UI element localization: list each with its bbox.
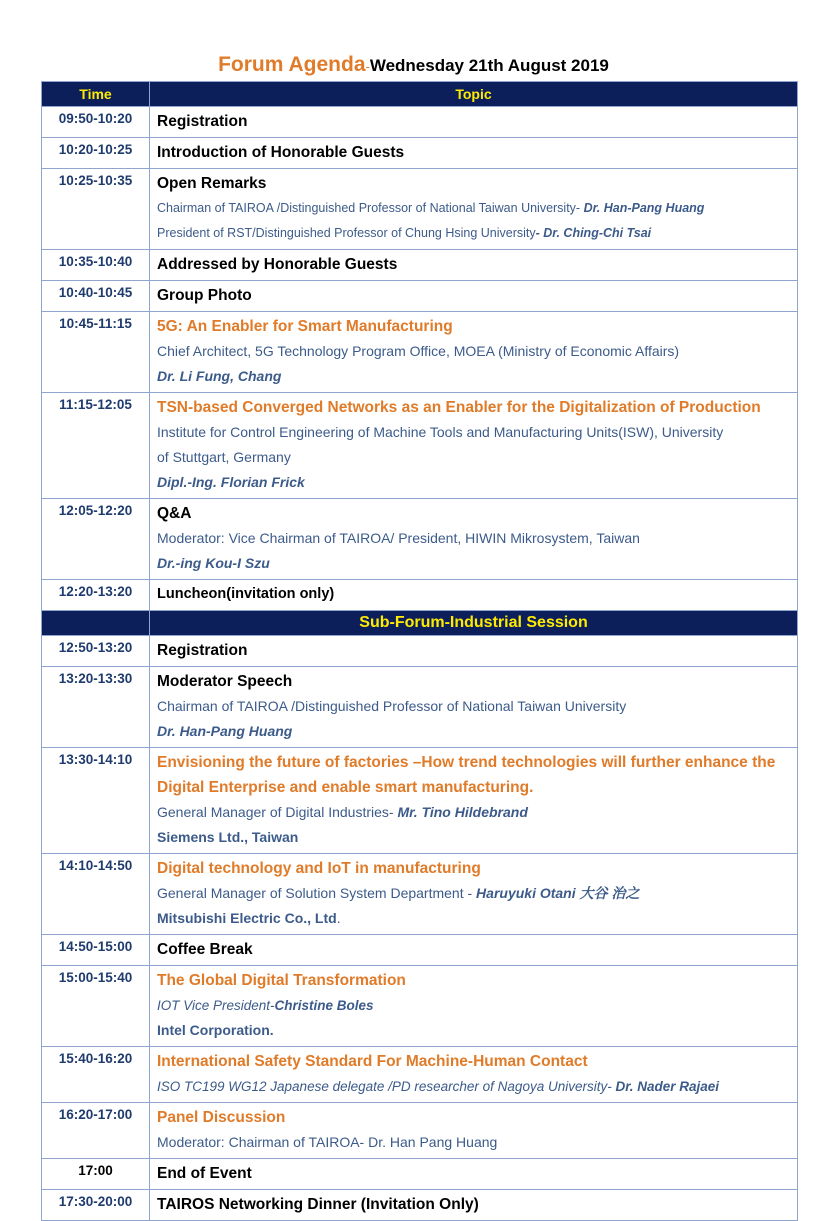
speaker-line [157,993,797,1018]
sub-forum-title: Sub-Forum-Industrial Session [150,611,798,636]
row-time: 12:05-12:20 [42,499,150,580]
speaker-name: Dr. Li Fung, Chang [157,368,282,384]
speaker-role: General Manager of Solution System Department - [157,885,477,901]
session-title: The Global Digital Transformation [157,972,406,989]
row-time: 13:20-13:30 [42,667,150,748]
speaker-name: Dr. Nader Rajaei [615,1079,720,1094]
page-title [0,53,827,77]
table-row [42,854,798,935]
session-title-continued: Digital Enterprise and enable smart manufacturing. [157,779,534,796]
row-time: 17:30-20:00 [42,1190,150,1221]
speaker-line [157,881,797,906]
title-date: Wednesday 21th August 2019 [369,56,609,75]
header-time: Time [42,82,150,107]
row-time: 16:20-17:00 [42,1103,150,1159]
row-topic [150,935,798,966]
speaker-name: Dipl.-Ing. Florian Frick [157,474,305,490]
speaker-role: Moderator: Vice Chairman of TAIROA/ President, HIWIN Mikrosystem, Taiwan [157,530,640,546]
session-title: End of Event [157,1165,252,1182]
session-title: Moderator Speech [157,673,293,690]
company-name: Siemens Ltd., Taiwan [157,829,299,845]
speaker-role: IOT Vice President- [157,998,275,1013]
agenda-table [41,81,798,1221]
row-time: 12:20-13:20 [42,580,150,611]
table-row [42,1047,798,1103]
table-row [42,636,798,667]
speaker-name: Haruyuki Otani [476,885,576,901]
row-topic [150,1103,798,1159]
session-title: TSN-based Converged Networks as an Enabler for the Digitalization of Production [157,399,761,416]
speaker-line [157,800,797,825]
row-time: 15:40-16:20 [42,1047,150,1103]
company-name: Intel Corporation. [157,1022,274,1038]
table-row [42,580,798,611]
speaker-name: Mr. Tino Hildebrand [397,804,528,820]
session-title: Group Photo [157,287,252,304]
session-title: 5G: An Enabler for Smart Manufacturing [157,318,453,335]
row-topic [150,250,798,281]
row-time: 10:40-10:45 [42,281,150,312]
speaker-role: Chief Architect, 5G Technology Program Office, MOEA (Ministry of Economic Affairs) [157,343,680,359]
row-topic [150,580,798,611]
table-row [42,107,798,138]
table-row [42,1159,798,1190]
speaker-name: Christine Boles [274,998,374,1013]
company-line [157,906,797,931]
row-topic [150,1190,798,1221]
session-title: Introduction of Honorable Guests [157,144,405,161]
table-row [42,169,798,250]
table-row [42,393,798,499]
row-time: 10:25-10:35 [42,169,150,250]
session-title: Registration [157,113,248,130]
row-topic [150,107,798,138]
table-row [42,1103,798,1159]
speaker-line [157,221,797,246]
row-topic [150,138,798,169]
table-header [42,82,798,107]
session-title: Registration [157,642,248,659]
title-main: Forum Agenda [218,53,366,76]
sub-forum-blank [42,611,150,636]
row-time: 10:35-10:40 [42,250,150,281]
table-row [42,250,798,281]
session-title: Q&A [157,505,192,522]
row-topic [150,499,798,580]
table-row [42,138,798,169]
row-time: 14:50-15:00 [42,935,150,966]
row-topic [150,636,798,667]
speaker-line [157,1074,797,1099]
row-time: 14:10-14:50 [42,854,150,935]
table-row [42,499,798,580]
company-name: Mitsubishi Electric Co., Ltd [157,910,337,926]
company-dot: . [336,910,341,926]
speaker-role: General Manager of Digital Industries- [157,804,398,820]
row-topic [150,854,798,935]
row-time: 10:45-11:15 [42,312,150,393]
session-title: Luncheon(invitation only) [157,586,335,602]
title-dash: - [365,59,370,74]
table-row [42,748,798,854]
row-time: 15:00-15:40 [42,966,150,1047]
speaker-role: of Stuttgart, Germany [157,449,291,465]
row-topic [150,281,798,312]
row-time: 13:30-14:10 [42,748,150,854]
session-title: International Safety Standard For Machine-Human Contact [157,1053,588,1070]
speaker-role: ISO TC199 WG12 Japanese delegate /PD researcher of Nagoya University- [157,1079,616,1094]
session-title: Open Remarks [157,175,267,192]
table-row [42,966,798,1047]
speaker-role: Chairman of TAIROA /Distinguished Professor of National Taiwan University [157,698,627,714]
row-topic [150,748,798,854]
speaker-role: Institute for Control Engineering of Machine Tools and Manufacturing Units(ISW), University [157,424,724,440]
table-row [42,935,798,966]
speaker-line [157,196,797,221]
speaker-role: President of RST/Distinguished Professor of Chung Hsing University [157,226,536,240]
speaker-name: - Dr. Ching-Chi Tsai [535,226,652,240]
table-row [42,281,798,312]
session-title: Digital technology and IoT in manufacturing [157,860,481,877]
row-time: 10:20-10:25 [42,138,150,169]
row-time: 11:15-12:05 [42,393,150,499]
row-time: 12:50-13:20 [42,636,150,667]
session-title: Panel Discussion [157,1109,286,1126]
session-title: Envisioning the future of factories –How trend technologies will further enhance the [157,754,776,771]
row-topic [150,1047,798,1103]
session-title: TAIROS Networking Dinner (Invitation Only) [157,1196,479,1213]
row-time: 17:00 [42,1159,150,1190]
sub-forum-header [42,611,798,636]
row-topic [150,169,798,250]
speaker-name: Dr.-ing Kou-I Szu [157,555,270,571]
row-topic [150,1159,798,1190]
row-topic [150,312,798,393]
speaker-role: Chairman of TAIROA /Distinguished Professor of National Taiwan University- [157,201,584,215]
speaker-name: Dr. Han-Pang Huang [157,723,293,739]
row-topic [150,966,798,1047]
row-topic [150,667,798,748]
row-time: 09:50-10:20 [42,107,150,138]
row-topic [150,393,798,499]
table-row [42,667,798,748]
moderator-line: Moderator: Chairman of TAIROA- Dr. Han Pang Huang [157,1134,498,1150]
speaker-name: Dr. Han-Pang Huang [583,201,705,215]
header-topic: Topic [150,82,798,107]
speaker-name-cjk: 大谷 治之 [575,885,640,901]
table-row [42,312,798,393]
table-row [42,1190,798,1221]
session-title: Coffee Break [157,941,253,958]
session-title: Addressed by Honorable Guests [157,256,398,273]
